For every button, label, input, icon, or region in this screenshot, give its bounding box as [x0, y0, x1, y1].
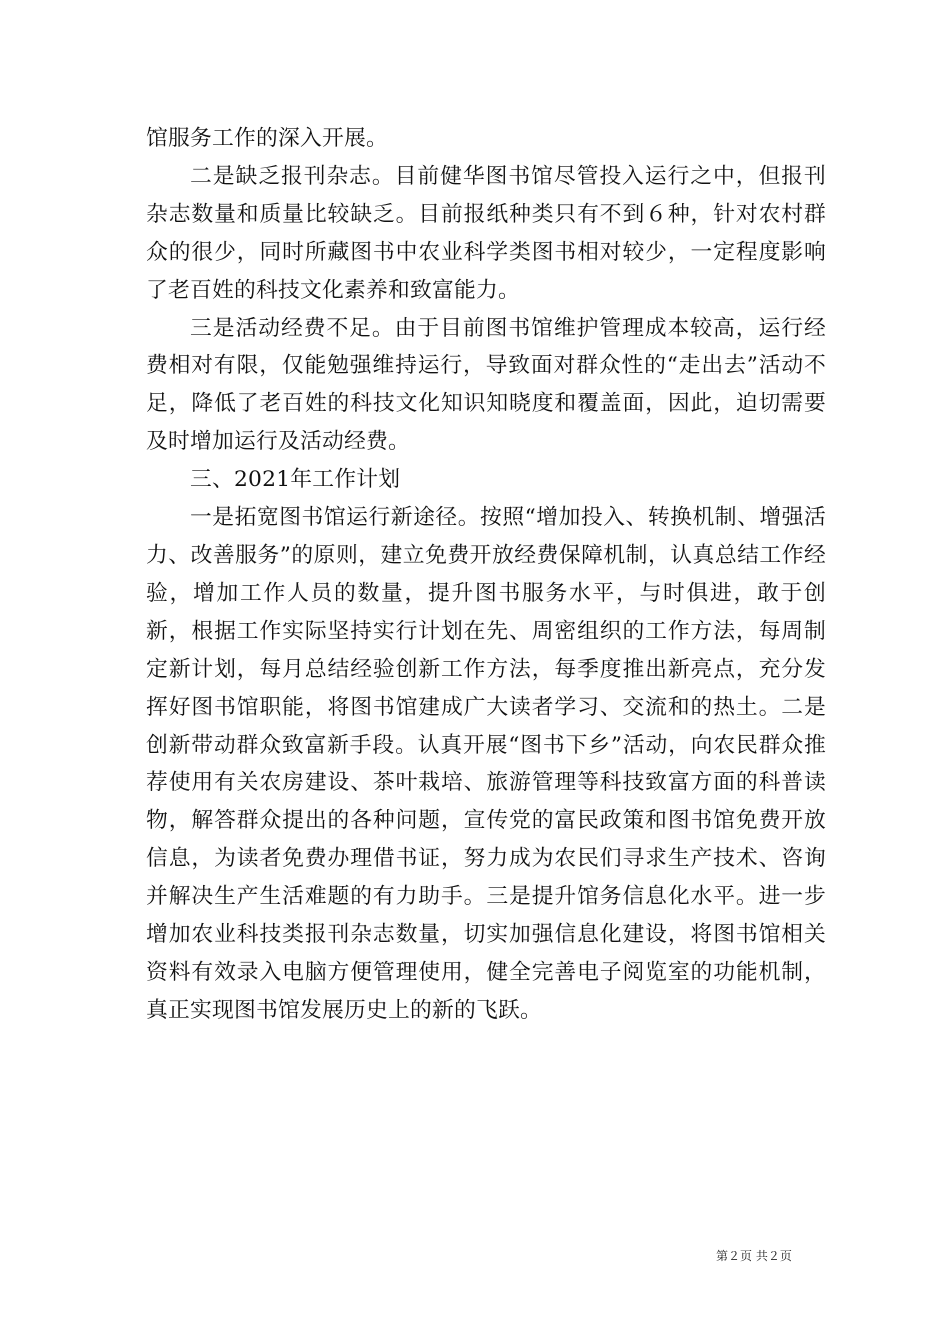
paragraph-continuation: 馆服务工作的深入开展。 [146, 126, 388, 151]
document-body [146, 120, 826, 1030]
section-heading-work-plan: 三、2021年工作计划 [190, 467, 401, 493]
page-number-footer: 第２页 共２页 [716, 1249, 792, 1263]
paragraph-lack-of-periodicals: 二是缺乏报刊杂志。目前健华图书馆尽管投入运行之中，但报刊杂志数量和质量比较缺乏。目前报纸种类只有不到６种，针对农村群众的很少，同时所藏图书中农业科学类图书相对较少，一定程度影响了老百姓的科技文化素养和致富能力。 [146, 163, 826, 303]
paragraph-work-plan: 一是拓宽图书馆运行新途径。按照“增加投入、转换机制、增强活力、改善服务”的原则，建立免费开放经费保障机制，认真总结工作经验，增加工作人员的数量，提升图书服务水平，与时俱进，敢于创新，根据工作实际坚持实行计划在先、周密组织的工作方法，每周制定新计划，每月总结经验创新工作方法，每季度推出新亮点，充分发挥好图书馆职能，将图书馆建成广大读者学习、交流和的热土。二是创新带动群众致富新手段。认真开展“图书下乡”活动，向农民群众推荐使用有关农房建设、茶叶栽培、旅游管理等科技致富方面的科普读物，解答群众提出的各种问题，宣传党的富民政策和图书馆免费开放信息，为读者免费办理借书证，努力成为农民们寻求生产技术、咨询并解决生产生活难题的有力助手。三是提升馆务信息化水平。进一步增加农业科技类报刊杂志数量，切实加强信息化建设，将图书馆相关资料有效录入电脑方便管理使用，健全完善电子阅览室的功能机制，真正实现图书馆发展历史上的新的飞跃。 [146, 505, 826, 1023]
paragraph-insufficient-funding: 三是活动经费不足。由于目前图书馆维护管理成本较高，运行经费相对有限，仅能勉强维持运行，导致面对群众性的“走出去”活动不足，降低了老百姓的科技文化知识知晓度和覆盖面，因此，迫切需要及时增加运行及活动经费。 [146, 315, 826, 455]
